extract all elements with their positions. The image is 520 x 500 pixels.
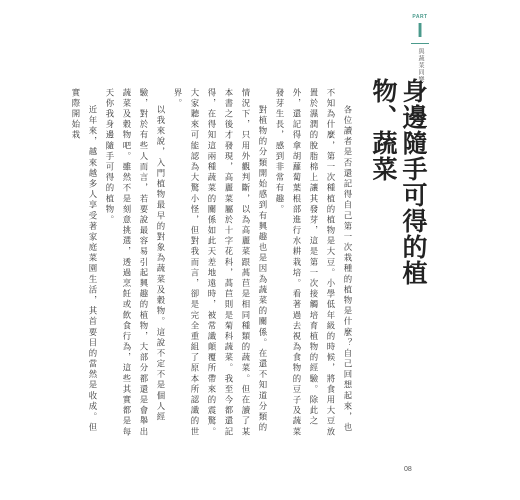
page-number: 08 — [404, 466, 412, 473]
chapter-title: 身邊隨手可得的植物、蔬菜 — [369, 78, 428, 286]
paragraph-2: 對植物的分類開始感到有興趣也是因為蔬菜的關係。在還不知道分類的情況下，只用外觀判斷，以為高麗菜跟萵苣是相同種類的蔬菜。但在讀了某本書之後才發現，高麗菜屬於十字花科，萵苣則是菊科蔬菜。我至今都還記得，在得知這兩種蔬菜的關係如此天差地遠時，被常識顛覆所帶來的震驚。大家聽來可能認為大驚小怪，但對我而言，卻是完全重組了原本所認識的世界。 — [173, 88, 268, 438]
part-subtitle: 與蔬菜同樂 — [417, 48, 424, 83]
paragraph-4: 近年來，越來越多人享受著家庭菜園生活，其首要目的當然是收成。但實際開始栽 — [71, 88, 98, 434]
paragraph-1: 各位讀者是否還記得自己第一次栽種的植物是什麼？自己回想起來，也不知為什麼，第一次種植的植物是大豆。小學低年級的時候，將食用大豆放置於濕潤的脫脂棉上讓其發芽，這是第一次接觸培育植物的經驗。除此之外，還記得拿胡蘿蔔葉根部進行水耕栽培。看著過去視為食物的豆子及蔬菜發芽生長，感到非常有趣。 — [275, 88, 353, 438]
part-marker — [406, 14, 434, 83]
part-number: I — [417, 20, 423, 42]
paragraph-3: 以我來說，入門植物最早的對象為蔬菜及穀物。這說不定不是個人經驗，對於有些人而言，若要說最容易引起興趣的植物，大部分都還是會舉出蔬菜及穀物吧。雖然不是刻意挑選，透過烹飪或飲食行為，這些其實都是每天你我身邊隨手可得的植物。 — [105, 88, 166, 438]
body-text — [71, 88, 356, 443]
part-label: PART — [412, 14, 428, 20]
part-rule — [411, 43, 429, 44]
